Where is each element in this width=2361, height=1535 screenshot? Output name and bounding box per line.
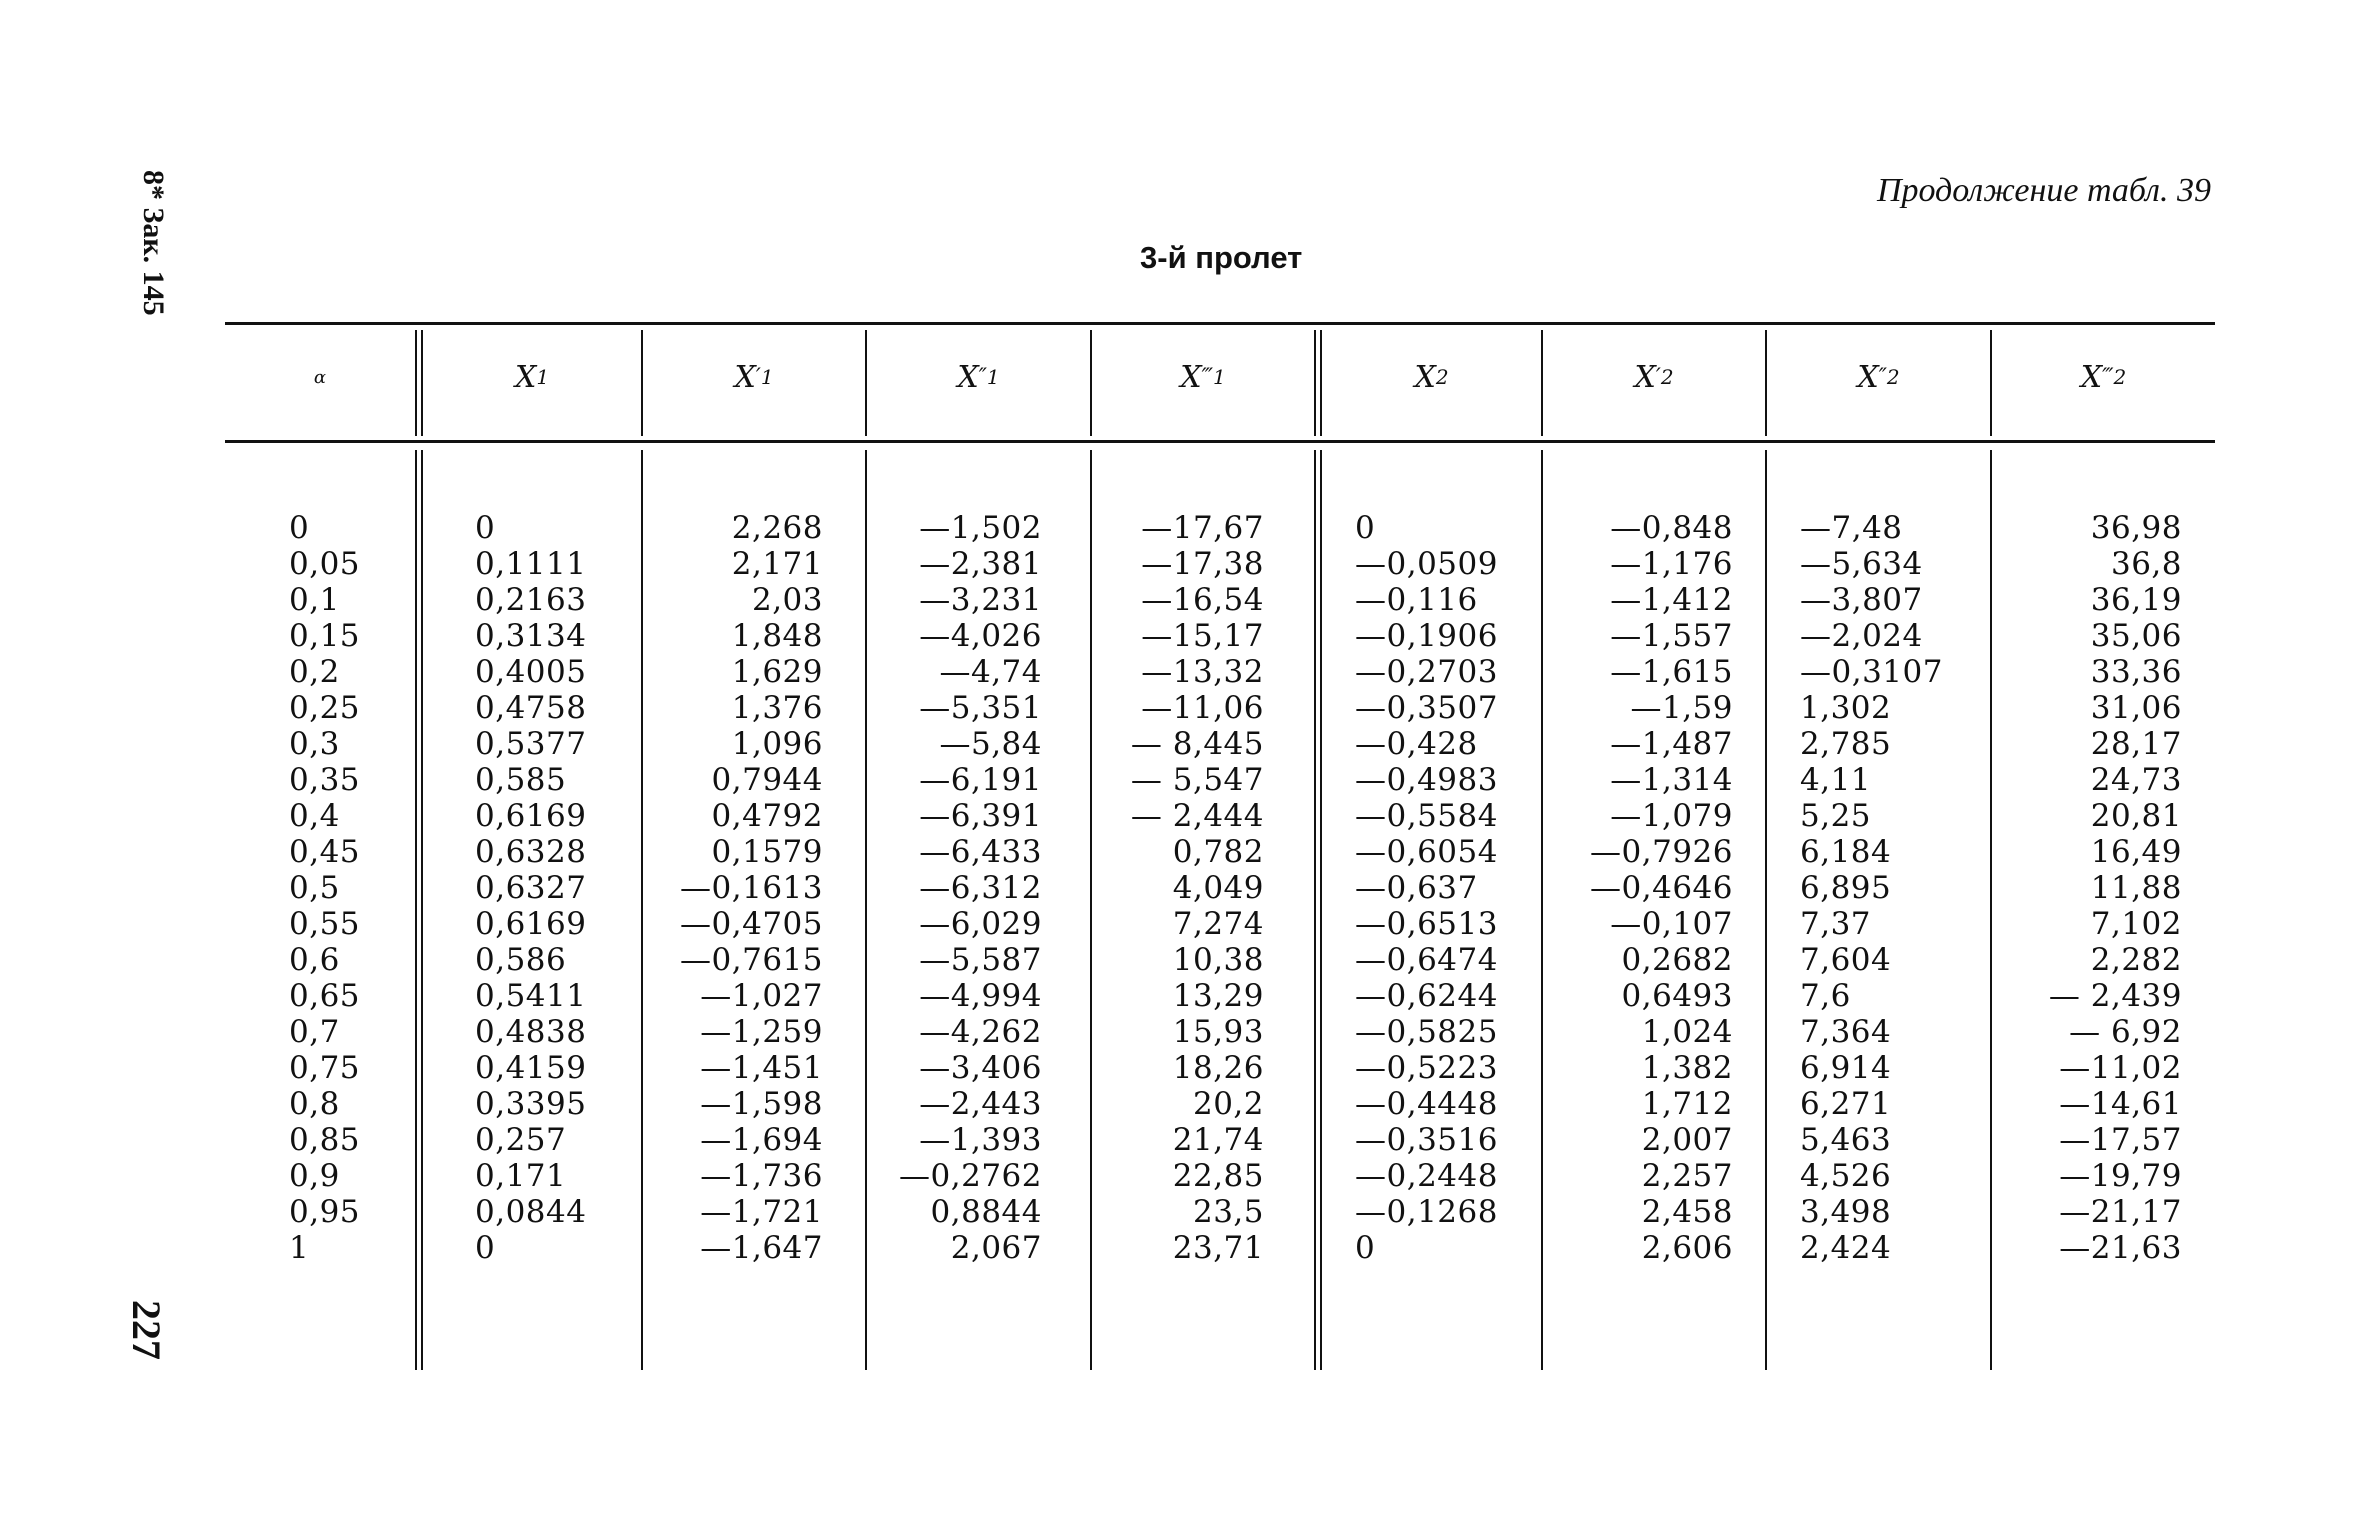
table-cell: 1,712	[1641, 1086, 1733, 1122]
table-cell: 23,5	[1192, 1194, 1264, 1230]
table-cell: 3,498	[1800, 1194, 1892, 1230]
header-x1-prime: X ′ 1	[734, 359, 774, 395]
table-cell: 1,848	[731, 618, 823, 654]
table-cell: 5,463	[1800, 1122, 1892, 1158]
table-cell: 0,85	[289, 1122, 361, 1158]
header-x1-triple-prime: X ‴ 1	[1180, 359, 1226, 395]
column-x1-double-prime	[867, 510, 1042, 1266]
table-cell: 0,2	[289, 654, 340, 690]
table-cell: —1,412	[1610, 582, 1733, 618]
table-cell: —1,451	[700, 1050, 823, 1086]
table-cell: 0,4838	[475, 1014, 587, 1050]
table-cell: —6,191	[919, 762, 1042, 798]
section-title: 3-й пролет	[1140, 240, 1303, 275]
table-cell: —0,2703	[1355, 654, 1498, 690]
margin-note: 8* Зак. 145	[137, 170, 170, 316]
table-cell: —0,1613	[680, 870, 823, 906]
table-cell: 0,1111	[475, 546, 587, 582]
table-cell: —17,38	[1141, 546, 1264, 582]
table-cell: —6,433	[919, 834, 1042, 870]
table-cell: —0,116	[1355, 582, 1478, 618]
table-cell: —1,176	[1610, 546, 1733, 582]
table-cell: 0,15	[289, 618, 361, 654]
table-cell: —0,2762	[899, 1158, 1042, 1194]
table-cell: 15,93	[1172, 1014, 1264, 1050]
table-cell: 2,282	[2090, 942, 2182, 978]
table-cell: —0,6244	[1355, 978, 1498, 1014]
table-cell: 1	[289, 1230, 310, 1266]
table-cell: 5,25	[1800, 798, 1872, 834]
table-cell: 13,29	[1172, 978, 1264, 1014]
table-cell: —11,06	[1141, 690, 1264, 726]
table-cell: 2,606	[1641, 1230, 1733, 1266]
table-cell: 0	[475, 510, 496, 546]
table-cell: —1,59	[1630, 690, 1733, 726]
table-cell: —0,3507	[1355, 690, 1498, 726]
table-cell: —17,67	[1141, 510, 1264, 546]
table-cell: 4,526	[1800, 1158, 1892, 1194]
table-cell: —1,393	[919, 1122, 1042, 1158]
table-cell: 0,8	[289, 1086, 340, 1122]
table-cell: 18,26	[1172, 1050, 1264, 1086]
table-cell: —1,721	[700, 1194, 823, 1230]
table-cell: 1,096	[731, 726, 823, 762]
table-cell: —5,587	[919, 942, 1042, 978]
table-cell: 0	[1355, 1230, 1376, 1266]
table-cell: —14,61	[2059, 1086, 2182, 1122]
table-cell: 7,364	[1800, 1014, 1892, 1050]
table-cell: 0,6328	[475, 834, 587, 870]
divider	[1765, 450, 1767, 1370]
table-cell: 0,45	[289, 834, 361, 870]
column-x2	[1355, 510, 1498, 1266]
table-cell: 0,4	[289, 798, 340, 834]
table-cell: —0,3107	[1800, 654, 1943, 690]
table-cell: —0,6054	[1355, 834, 1498, 870]
table-cell: 2,458	[1641, 1194, 1733, 1230]
table-cell: 33,36	[2090, 654, 2182, 690]
table-cell: —0,107	[1610, 906, 1733, 942]
table-cell: —1,736	[700, 1158, 823, 1194]
table-cell: 0,5	[289, 870, 340, 906]
header-x2-triple-prime: X ‴ 2	[2080, 359, 2127, 395]
table-cell: 2,03	[751, 582, 823, 618]
table-cell: 0,9	[289, 1158, 340, 1194]
header-alpha: α	[313, 366, 327, 388]
table-cell: 4,049	[1172, 870, 1264, 906]
table-cell: 1,024	[1641, 1014, 1733, 1050]
table-cell: 2,007	[1641, 1122, 1733, 1158]
divider	[1314, 330, 1316, 436]
table-cell: —13,32	[1141, 654, 1264, 690]
table-cell: 0,5377	[475, 726, 587, 762]
table-cell: —0,7615	[680, 942, 823, 978]
header-x1: X 1	[514, 359, 550, 395]
table-cell: 4,11	[1800, 762, 1872, 798]
table-cell: —0,7926	[1590, 834, 1733, 870]
table-cell: —0,6474	[1355, 942, 1498, 978]
table-cell: 0,4792	[711, 798, 823, 834]
table-cell: —5,84	[939, 726, 1042, 762]
header-x2: X 2	[1414, 359, 1449, 395]
table-cell: 0,257	[475, 1122, 567, 1158]
table-cell: —5,351	[919, 690, 1042, 726]
divider	[1320, 450, 1322, 1370]
table-cell: —5,634	[1800, 546, 1923, 582]
table-cell: —1,079	[1610, 798, 1733, 834]
table-cell: —0,5223	[1355, 1050, 1498, 1086]
table-cell: 1,302	[1800, 690, 1892, 726]
table-cell: 0,6169	[475, 798, 587, 834]
table-cell: —1,694	[700, 1122, 823, 1158]
table-cell: 0,8844	[930, 1194, 1042, 1230]
table-cell: 6,184	[1800, 834, 1892, 870]
table-cell: 23,71	[1172, 1230, 1264, 1266]
table-cell: —0,0509	[1355, 546, 1498, 582]
table-cell: 0,171	[475, 1158, 567, 1194]
column-x1-prime	[643, 510, 823, 1266]
table-cell: 0,95	[289, 1194, 361, 1230]
table-cell: — 2,444	[1130, 798, 1264, 834]
table-cell: 7,6	[1800, 978, 1851, 1014]
table-cell: —0,637	[1355, 870, 1478, 906]
table-cell: —6,312	[919, 870, 1042, 906]
table-cell: 0,25	[289, 690, 361, 726]
table-cell: —1,557	[1610, 618, 1733, 654]
table-cell: 2,257	[1641, 1158, 1733, 1194]
table-cell: —7,48	[1800, 510, 1903, 546]
table-cell: 0,1579	[711, 834, 823, 870]
table-cell: 0,55	[289, 906, 361, 942]
table-cell: 2,171	[731, 546, 823, 582]
table-cell: —1,615	[1610, 654, 1733, 690]
table-cell: 0,75	[289, 1050, 361, 1086]
page-number: 227	[124, 1300, 169, 1360]
table-cell: 0	[289, 510, 310, 546]
table-cell: —17,57	[2059, 1122, 2182, 1158]
table-cell: 0,05	[289, 546, 361, 582]
table-cell: —4,74	[939, 654, 1042, 690]
table-cell: 20,2	[1192, 1086, 1264, 1122]
table-cell: 0,7944	[711, 762, 823, 798]
table-cell: —4,262	[919, 1014, 1042, 1050]
table-cell: — 8,445	[1130, 726, 1264, 762]
table-cell: —21,17	[2059, 1194, 2182, 1230]
column-x1-triple-prime	[1092, 510, 1264, 1266]
column-x2-double-prime	[1800, 510, 1943, 1266]
table-cell: —1,314	[1610, 762, 1733, 798]
header-x2-double-prime: X ″ 2	[1857, 359, 1900, 395]
column-x1	[475, 510, 586, 1266]
table-cell: —0,5584	[1355, 798, 1498, 834]
table-cell: —1,598	[700, 1086, 823, 1122]
table-cell: —1,259	[700, 1014, 823, 1050]
divider	[1314, 450, 1316, 1370]
table-cell: —0,2448	[1355, 1158, 1498, 1194]
table-cell: 7,102	[2090, 906, 2182, 942]
table-cell: 22,85	[1172, 1158, 1264, 1194]
table-cell: 6,895	[1800, 870, 1892, 906]
table-cell: 0,586	[475, 942, 567, 978]
table-cell: —6,391	[919, 798, 1042, 834]
table-cell: —0,6513	[1355, 906, 1498, 942]
table-cell: —4,994	[919, 978, 1042, 1014]
table-cell: 0	[1355, 510, 1376, 546]
table-cell: 7,37	[1800, 906, 1872, 942]
table-cell: —6,029	[919, 906, 1042, 942]
table-cell: 0,4758	[475, 690, 587, 726]
table-cell: 0,3	[289, 726, 340, 762]
column-x2-prime	[1543, 510, 1733, 1266]
column-alpha	[289, 510, 360, 1266]
header-x1-double-prime: X ″ 1	[957, 359, 1000, 395]
table-cell: 0,2163	[475, 582, 587, 618]
table-cell: —1,502	[919, 510, 1042, 546]
table-cell: 0,5411	[475, 978, 587, 1014]
table-cell: 1,629	[731, 654, 823, 690]
table-cell: 0	[475, 1230, 496, 1266]
table-cell: —1,027	[700, 978, 823, 1014]
table-cell: 6,914	[1800, 1050, 1892, 1086]
column-x2-triple-prime	[1992, 510, 2182, 1266]
table-cell: 16,49	[2090, 834, 2182, 870]
table-cell: —3,231	[919, 582, 1042, 618]
table-continuation-label: Продолжение табл. 39	[1876, 172, 2211, 209]
table-cell: —0,4705	[680, 906, 823, 942]
table-cell: 20,81	[2090, 798, 2182, 834]
table-cell: —19,79	[2059, 1158, 2182, 1194]
table-cell: 24,73	[2090, 762, 2182, 798]
table-cell: 35,06	[2090, 618, 2182, 654]
table-cell: 0,4159	[475, 1050, 587, 1086]
table-cell: 2,268	[731, 510, 823, 546]
table-cell: 0,2682	[1621, 942, 1733, 978]
table-cell: 0,3134	[475, 618, 587, 654]
table-cell: 6,271	[1800, 1086, 1892, 1122]
table-cell: —2,381	[919, 546, 1042, 582]
divider	[415, 330, 417, 436]
table-cell: 10,38	[1172, 942, 1264, 978]
table-cell: 28,17	[2090, 726, 2182, 762]
table-cell: —1,647	[700, 1230, 823, 1266]
table-cell: 0,0844	[475, 1194, 587, 1230]
table-cell: 0,4005	[475, 654, 587, 690]
table-cell: 2,785	[1800, 726, 1892, 762]
table-cell: — 2,439	[2048, 978, 2182, 1014]
table-cell: 0,6493	[1621, 978, 1733, 1014]
table-cell: 1,382	[1641, 1050, 1733, 1086]
table-cell: 31,06	[2090, 690, 2182, 726]
table-cell: 0,65	[289, 978, 361, 1014]
table-cell: 0,7	[289, 1014, 340, 1050]
table-cell: — 6,92	[2069, 1014, 2182, 1050]
table-cell: —16,54	[1141, 582, 1264, 618]
divider	[421, 450, 423, 1370]
table-cell: —2,443	[919, 1086, 1042, 1122]
table-cell: —3,807	[1800, 582, 1923, 618]
table-cell: 2,424	[1800, 1230, 1892, 1266]
table-cell: —4,026	[919, 618, 1042, 654]
table-cell: —11,02	[2059, 1050, 2182, 1086]
table-cell: —21,63	[2059, 1230, 2182, 1266]
table-cell: 0,6169	[475, 906, 587, 942]
table-cell: —0,4646	[1590, 870, 1733, 906]
table-cell: —15,17	[1141, 618, 1264, 654]
header-bottom-rule	[225, 440, 2215, 443]
table-cell: —1,487	[1610, 726, 1733, 762]
table-cell: —0,848	[1610, 510, 1733, 546]
table-cell: 36,8	[2110, 546, 2182, 582]
table-cell: 0,585	[475, 762, 567, 798]
table-cell: 0,3395	[475, 1086, 587, 1122]
table-cell: 2,067	[950, 1230, 1042, 1266]
table-cell: —0,3516	[1355, 1122, 1498, 1158]
table-cell: —2,024	[1800, 618, 1923, 654]
table-cell: —3,406	[919, 1050, 1042, 1086]
table-cell: —0,1906	[1355, 618, 1498, 654]
table-cell: —0,4448	[1355, 1086, 1498, 1122]
table-cell: 36,19	[2090, 582, 2182, 618]
table-cell: 1,376	[731, 690, 823, 726]
table-cell: — 5,547	[1130, 762, 1264, 798]
table-cell: 21,74	[1172, 1122, 1264, 1158]
table-cell: 7,604	[1800, 942, 1892, 978]
table-cell: —0,428	[1355, 726, 1478, 762]
table-cell: —0,4983	[1355, 762, 1498, 798]
table-cell: —0,1268	[1355, 1194, 1498, 1230]
table-cell: 7,274	[1172, 906, 1264, 942]
table-cell: 0,6327	[475, 870, 587, 906]
table-cell: 11,88	[2090, 870, 2182, 906]
table-cell: 0,6	[289, 942, 340, 978]
table-cell: 36,98	[2090, 510, 2182, 546]
header-x2-prime: X ′ 2	[1634, 359, 1674, 395]
table-cell: 0,1	[289, 582, 340, 618]
table-cell: 0,35	[289, 762, 361, 798]
divider	[415, 450, 417, 1370]
table-cell: —0,5825	[1355, 1014, 1498, 1050]
table-cell: 0,782	[1172, 834, 1264, 870]
